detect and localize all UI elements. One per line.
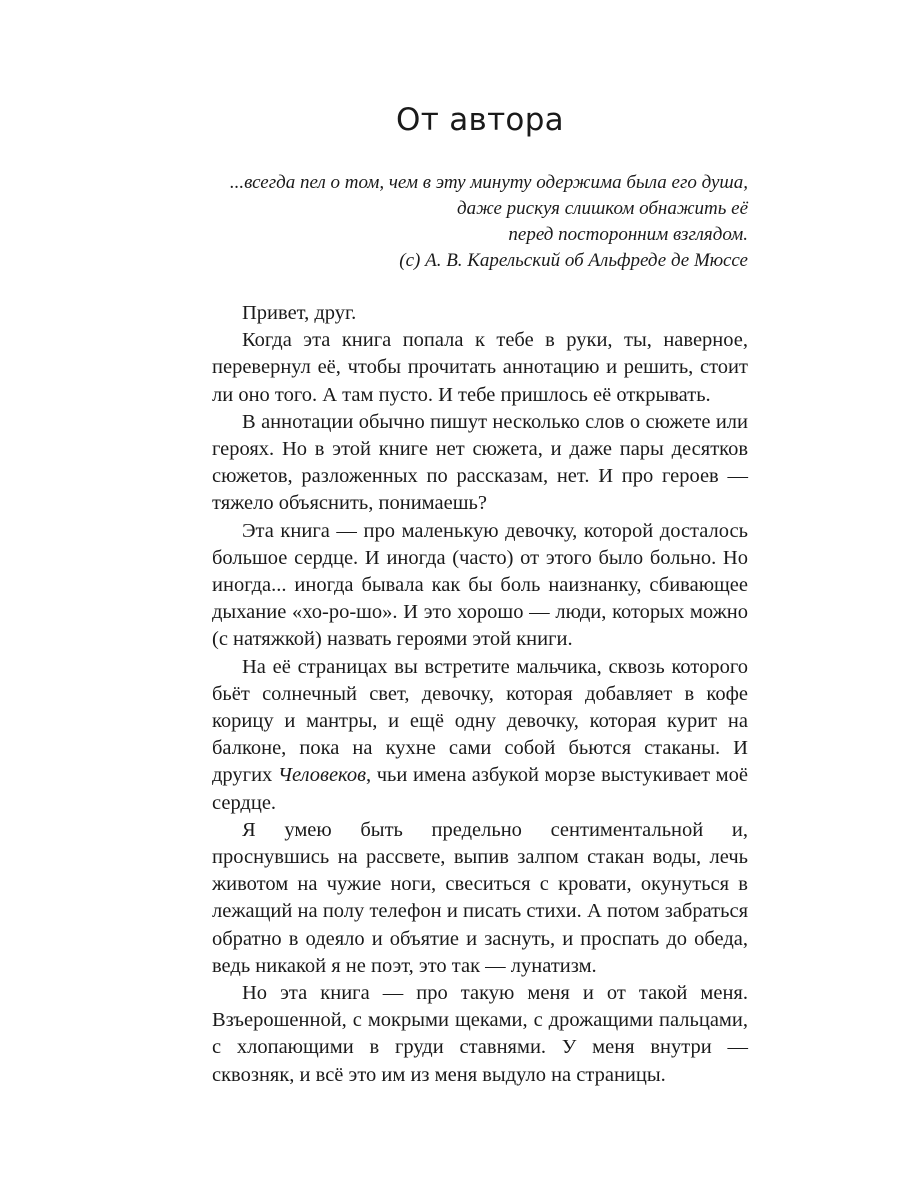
paragraph-text: На её страницах вы встретите мальчика, сквозь которого бьёт солнечный свет, девочку, которая добавляет в кофе корицу и мантры, и ещё одну девочку, которая курит на балконе, пока на кухне сами собой бьются стаканы. И других	[212, 655, 748, 787]
book-page	[212, 100, 748, 1089]
paragraph: Я умею быть предельно сентиментальной и, проснувшись на рассвете, выпив залпом стакан воды, лечь животом на чужие ноги, свеситься с кровати, окунуться в лежащий на полу телефон и писать стихи. А потом забраться обратно в одеяло и объятие и заснуть, и проспать до обеда, ведь никакой я не поэт, это так — лунатизм.	[212, 818, 748, 977]
paragraph-italic-word: Человеков	[277, 764, 367, 787]
paragraph: Эта книга — про маленькую девочку, которой досталось большое сердце. И иногда (часто) от этого было больно. Но иногда... иногда бывала как бы боль наизнанку, сбивающее дыхание «хо-ро-шо». И это хорошо — люди, которых можно (с натяжкой) назвать героями этой книги.	[212, 519, 748, 651]
body-text	[212, 300, 748, 1089]
epigraph-line: ...всегда пел о том, чем в эту минуту одержима была его душа,	[229, 172, 748, 193]
paragraph: Но эта книга — про такую меня и от такой меня. Взъерошенной, с мокрыми щеками, с дрожащими пальцами, с хлопающими в груди ставнями. У меня внутри — сквозняк, и всё это им из меня выдуло на страницы.	[212, 982, 748, 1086]
page-title: От автора	[396, 102, 564, 138]
paragraph	[212, 654, 748, 817]
paragraph: В аннотации обычно пишут несколько слов о сюжете или героях. Но в этой книге нет сюжета, и даже пары десятков сюжетов, разложенных по рассказам, нет. И про героев — тяжело объяснить, понимаешь?	[212, 410, 748, 515]
epigraph-line: даже рискуя слишком обнажить её	[456, 198, 748, 219]
epigraph-attribution: (с) А. В. Карельский об Альфреде де Мюссе	[399, 250, 748, 271]
paragraph-text: , чьи имена азбукой морзе выстукивает моё сердце.	[212, 764, 748, 814]
paragraph: Когда эта книга попала к тебе в руки, ты, наверное, перевернул её, чтобы прочитать аннотацию и решить, стоит ли оно того. А там пусто. И тебе пришлось её открывать.	[212, 329, 748, 406]
epigraph	[212, 170, 748, 274]
epigraph-line: перед посторонним взглядом.	[508, 224, 748, 245]
paragraph-greeting: Привет, друг.	[242, 302, 357, 324]
